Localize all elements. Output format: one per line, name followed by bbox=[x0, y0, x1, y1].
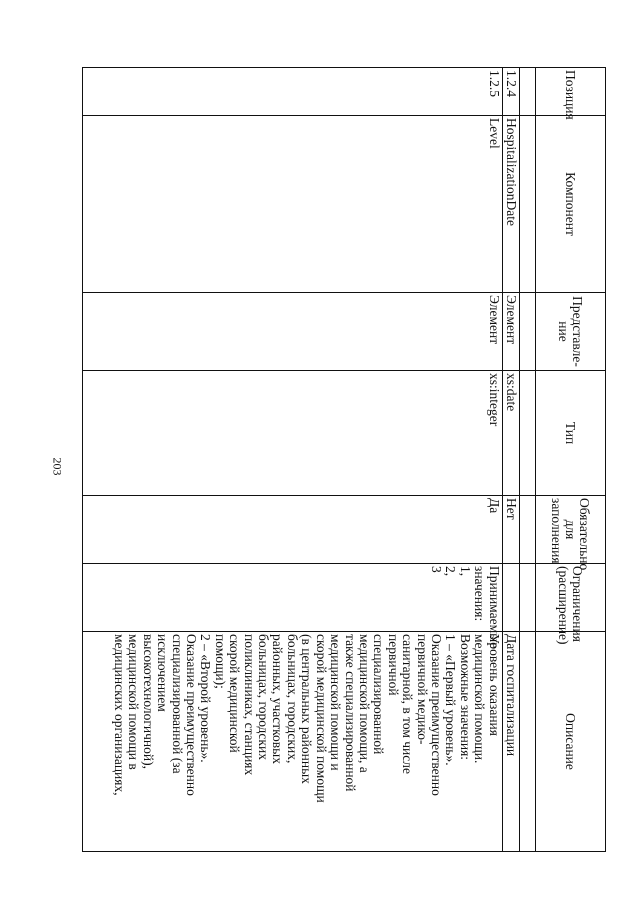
page-number: 203 bbox=[50, 457, 65, 476]
cell-component: Level bbox=[83, 116, 503, 293]
description-line: исключением bbox=[155, 634, 171, 712]
header-required: Обязательно для заполнения bbox=[536, 496, 606, 564]
description-line: Возможные значения: bbox=[457, 634, 473, 761]
description-line: медицинской помощи. bbox=[472, 634, 488, 764]
cell-limit bbox=[83, 564, 503, 649]
table-header-row bbox=[536, 68, 606, 852]
cell-type: xs:date bbox=[502, 371, 519, 496]
cell-representation: Элемент bbox=[502, 293, 519, 371]
description-line: первичной медико- bbox=[414, 634, 430, 745]
cell-required: Нет bbox=[502, 496, 519, 564]
cell-description bbox=[83, 632, 503, 852]
limit-line: значения: bbox=[472, 566, 488, 622]
description-line: районных, участковых bbox=[270, 634, 286, 764]
description-line: специализированной bbox=[371, 634, 387, 755]
description-line: Оказание преимущественно bbox=[184, 634, 200, 796]
description-line: скорой медицинской bbox=[227, 634, 243, 753]
limit-line: 1, bbox=[457, 566, 473, 577]
cell-required: Да bbox=[83, 496, 503, 564]
description-line: (в центральных районных bbox=[299, 634, 315, 784]
header-representation: Представле-ние bbox=[536, 293, 606, 371]
description-line: Оказание преимущественно bbox=[428, 634, 444, 796]
cell-description: Дата госпитализации bbox=[502, 632, 519, 852]
description-line: специализированной (за bbox=[169, 634, 185, 774]
header-type: Тип bbox=[536, 371, 606, 496]
description-line: 1 – «Первый уровень». bbox=[443, 634, 459, 766]
description-line: больницах, городских bbox=[256, 634, 272, 760]
limit-line: 3 bbox=[428, 566, 444, 573]
description-line: санитарной, в том числе bbox=[400, 634, 416, 774]
description-line: высокотехнологичной), bbox=[140, 634, 156, 769]
description-line: медицинской помощи и bbox=[328, 634, 344, 771]
cell-position: 1.2.5 bbox=[83, 68, 503, 116]
rotated-table-wrapper bbox=[82, 67, 606, 851]
description-line: Уровень оказания bbox=[486, 634, 502, 736]
description-line: медицинских организациях, bbox=[112, 634, 128, 796]
description-line: медицинской помощи, а bbox=[356, 634, 372, 773]
header-description: Описание bbox=[536, 632, 606, 852]
description-line: медицинской помощи в bbox=[126, 634, 142, 770]
description-line: первичной bbox=[385, 634, 401, 696]
table-row bbox=[83, 68, 503, 852]
description-line: помощи); bbox=[212, 634, 228, 689]
cell-type: xs:integer bbox=[83, 371, 503, 496]
description-line: также специализированной bbox=[342, 634, 358, 792]
cell-component: HospitalizationDate bbox=[502, 116, 519, 293]
limit-line: 2, bbox=[443, 566, 459, 577]
description-line: 2 – «Второй уровень». bbox=[198, 634, 214, 763]
limit-line: Принимаемые bbox=[486, 566, 502, 649]
description-line: поликлиниках, станциях bbox=[241, 634, 257, 776]
schema-table bbox=[82, 67, 606, 852]
header-limit: Ограничения (расширение) bbox=[536, 564, 606, 632]
table-row bbox=[502, 68, 519, 852]
cell-limit bbox=[502, 564, 519, 632]
table-blank-row bbox=[520, 68, 536, 852]
cell-representation: Элемент bbox=[83, 293, 503, 371]
description-line: скорой медицинской помощи bbox=[313, 634, 329, 803]
header-position: Позиция bbox=[536, 68, 606, 116]
header-component: Компонент bbox=[536, 116, 606, 293]
cell-position: 1.2.4 bbox=[502, 68, 519, 116]
description-line: больницах, городских, bbox=[284, 634, 300, 764]
